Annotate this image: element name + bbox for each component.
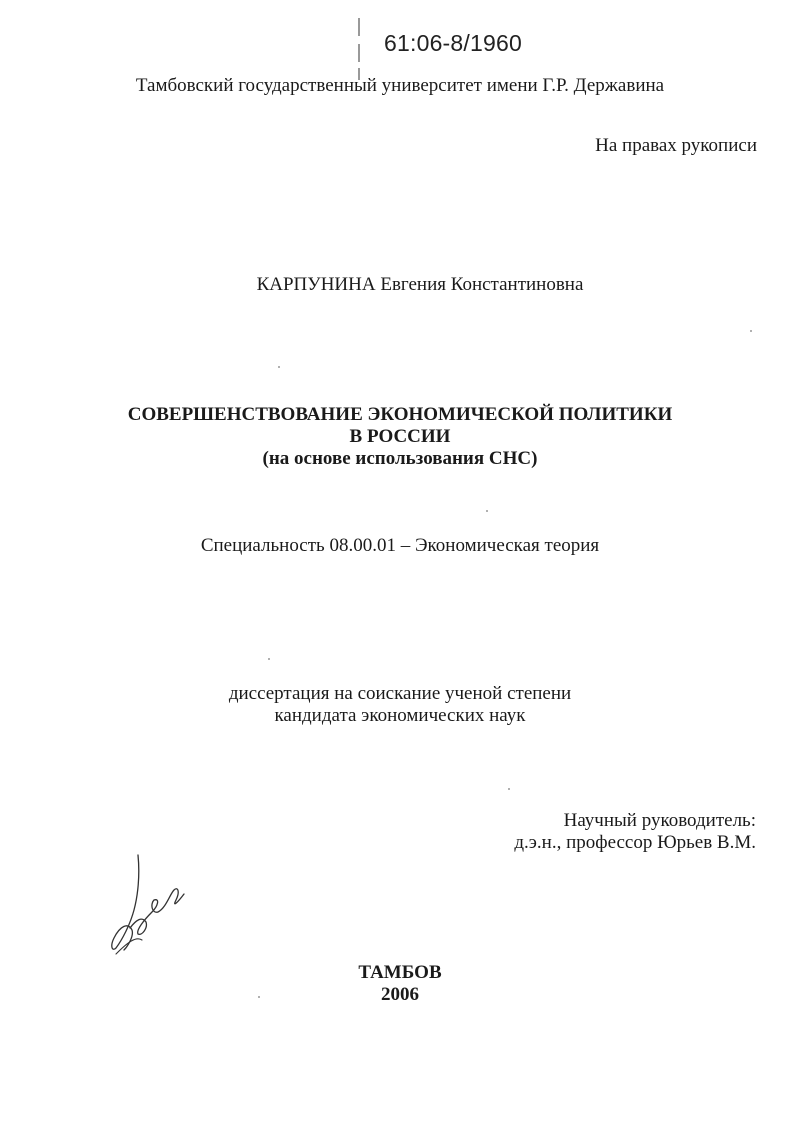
degree-line-1: диссертация на соискание ученой степени — [228, 683, 572, 704]
advisor-name: д.э.н., профессор Юрьев В.М. — [514, 832, 756, 853]
scan-speck — [508, 788, 510, 790]
scan-speck — [278, 366, 280, 368]
scan-speck — [268, 658, 270, 660]
city: ТАМБОВ — [358, 962, 442, 983]
stamp-marks — [356, 18, 362, 80]
rights-notice: На правах рукописи — [595, 135, 757, 156]
dissertation-title — [0, 404, 800, 470]
title-line-3: (на основе использования СНС) — [262, 448, 538, 469]
degree-statement — [0, 683, 800, 727]
scan-speck — [486, 510, 488, 512]
title-line-1: СОВЕРШЕНСТВОВАНИЕ ЭКОНОМИЧЕСКОЙ ПОЛИТИКИ — [127, 404, 673, 425]
university-name: Тамбовский государственный университет имени Г.Р. Державина — [135, 75, 665, 96]
advisor-label: Научный руководитель: — [563, 810, 756, 831]
scan-speck — [258, 996, 260, 998]
scan-speck — [750, 330, 752, 332]
degree-line-2: кандидата экономических наук — [274, 705, 526, 726]
place-and-year — [0, 962, 800, 1006]
scientific-advisor — [400, 810, 756, 854]
year: 2006 — [381, 984, 419, 1005]
handwritten-signature — [108, 850, 188, 960]
archive-code: 61:06-8/1960 — [384, 30, 522, 56]
specialty: Специальность 08.00.01 – Экономическая теория — [200, 535, 600, 556]
title-line-2: В РОССИИ — [349, 426, 451, 447]
author-name: КАРПУНИНА Евгения Константиновна — [256, 274, 584, 295]
